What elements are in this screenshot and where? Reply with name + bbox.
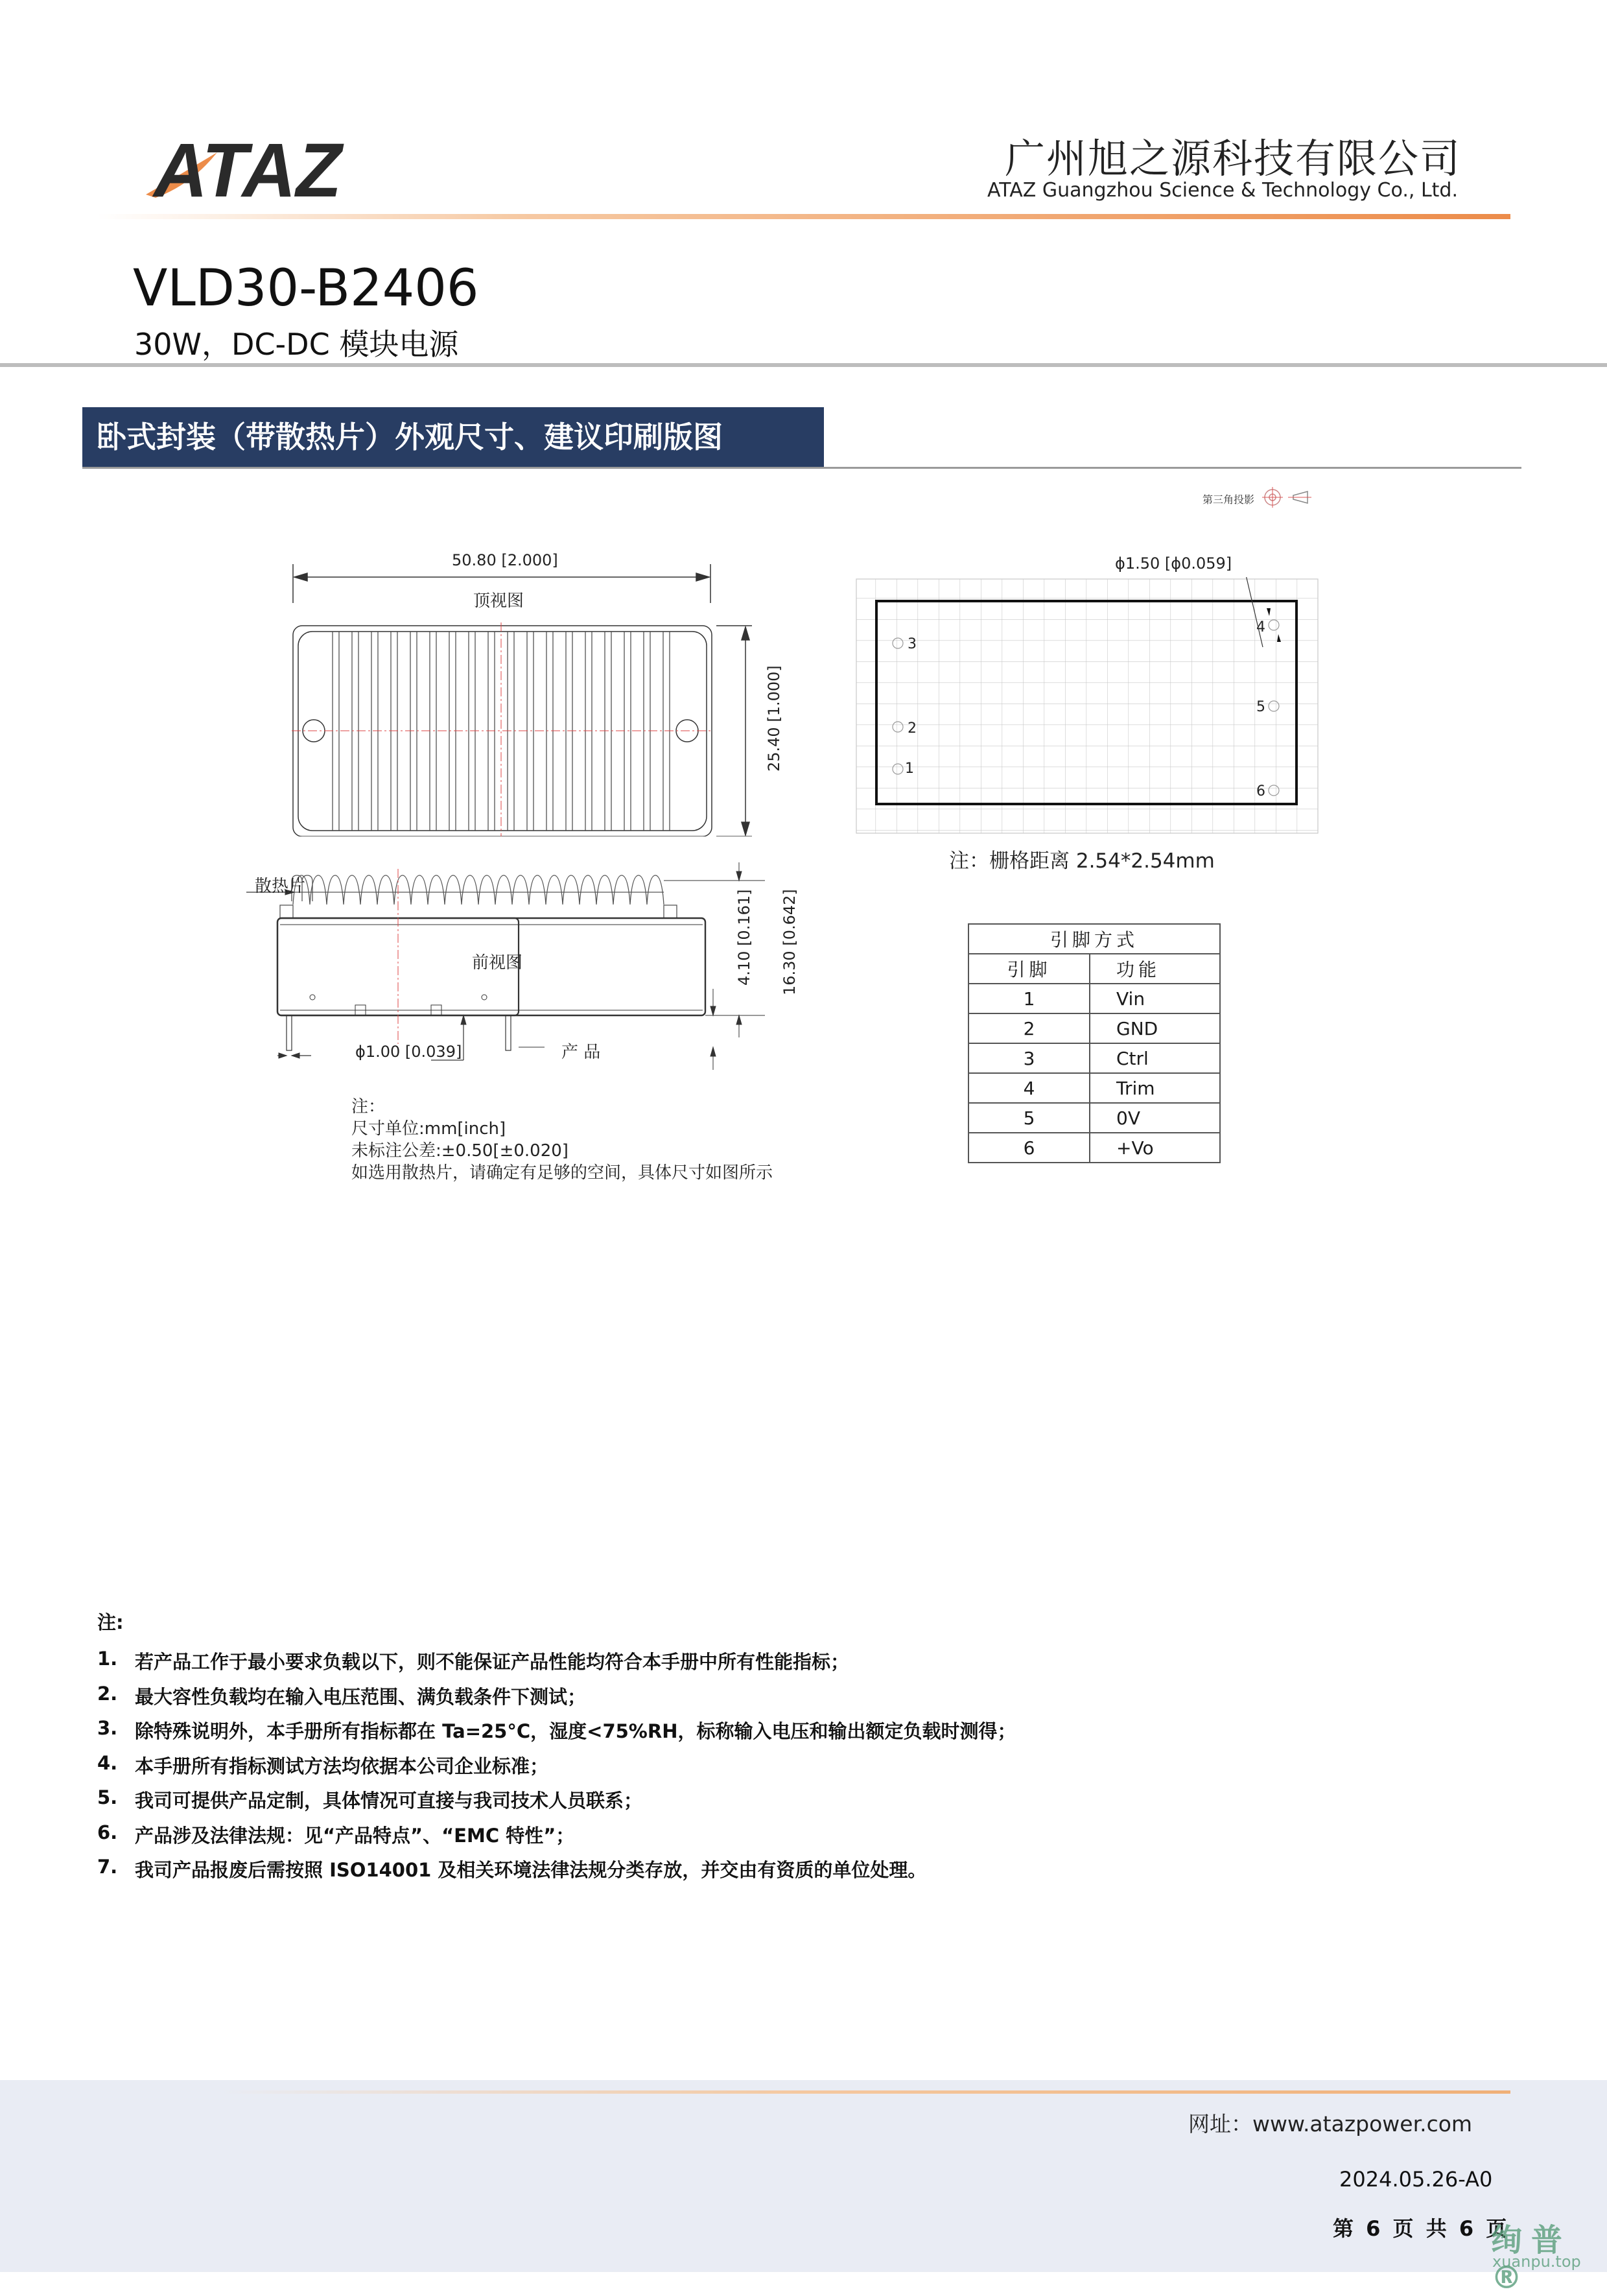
svg-text:5: 5 [1256, 699, 1265, 715]
product-label: 产 品 [561, 1043, 601, 1062]
pin-diameter-dimension: ϕ1.00 [0.039] [355, 1043, 462, 1061]
note-text: 我司可提供产品定制，具体情况可直接与我司技术人员联系； [135, 1790, 643, 1812]
note-text: 最大容性负载均在输入电压范围、满负载条件下测试； [135, 1685, 587, 1708]
drawing-note-line: 未标注公差:±0.50[±0.020] [351, 1141, 569, 1161]
top-view-height-dimension: 25.40 [1.000] [765, 665, 783, 772]
drawing-notes [351, 1096, 773, 1184]
list-item [97, 1786, 1016, 1821]
company-name-cn: 广州旭之源科技有限公司 [1004, 135, 1461, 182]
pin-number: 6 [968, 1133, 1090, 1163]
pin-column-header: 引脚 [968, 954, 1090, 984]
general-notes [97, 1608, 1016, 1891]
pin-function: +Vo [1090, 1133, 1220, 1163]
watermark-logo: 绚普® [1491, 2222, 1572, 2296]
pin-function: Vin [1090, 984, 1220, 1013]
top-view-drawing [285, 551, 804, 836]
website-link[interactable]: 网址：www.atazpower.com [1188, 2111, 1473, 2136]
watermark-url: xuanpu.top [1492, 2253, 1581, 2271]
note-number: 1. [97, 1648, 118, 1670]
table-row [968, 1013, 1220, 1043]
list-item [97, 1856, 1016, 1891]
pin-number: 1 [968, 984, 1090, 1013]
pin-function: 0V [1090, 1103, 1220, 1133]
section-title: 卧式封装（带散热片）外观尺寸、建议印刷版图 [82, 407, 824, 467]
pin-number: 3 [968, 1043, 1090, 1073]
general-notes-title: 注: [97, 1611, 124, 1633]
ataz-logo [139, 133, 347, 204]
front-view-body [246, 849, 817, 1076]
svg-text:4: 4 [1256, 619, 1265, 635]
note-text: 除特殊说明外，本手册所有指标都在 Ta=25°C，湿度<75%RH，标称输入电压和输出额定负载时测得； [135, 1720, 1016, 1742]
title-divider [0, 363, 1607, 367]
pin-length-dimension: 4.10 [0.161] [735, 889, 753, 986]
product-model: VLD30-B2406 [133, 259, 479, 318]
projection-text: 第三角投影 [1202, 493, 1255, 506]
third-angle-projection-icon [1261, 486, 1313, 508]
pin-number: 2 [968, 1013, 1090, 1043]
table-row [968, 1073, 1220, 1103]
product-subtitle: 30W，DC-DC 模块电源 [134, 327, 459, 362]
note-number: 7. [97, 1856, 118, 1878]
svg-text:1: 1 [905, 761, 914, 777]
note-number: 2. [97, 1682, 118, 1705]
function-column-header: 功能 [1090, 954, 1220, 984]
grid-spacing-note: 注：栅格距离 2.54*2.54mm [949, 849, 1215, 873]
note-number: 6. [97, 1821, 118, 1843]
note-number: 5. [97, 1786, 118, 1808]
pin-table-title-row [968, 924, 1220, 954]
svg-text:3: 3 [908, 636, 917, 652]
pin-function: GND [1090, 1013, 1220, 1043]
pin-function-table [968, 923, 1221, 1163]
front-view-label: 前视图 [472, 953, 523, 973]
heatsink-label: 散热片 [255, 877, 306, 896]
svg-text:ATAZ: ATAZ [152, 133, 344, 204]
list-item [97, 1752, 1016, 1787]
pin-table-header-row [968, 954, 1220, 984]
projection-label [1202, 491, 1254, 506]
document-version: 2024.05.26-A0 [1339, 2167, 1493, 2192]
note-text: 若产品工作于最小要求负载以下，则不能保证产品性能均符合本手册中所有性能指标； [135, 1651, 850, 1673]
pin-table-title: 引脚方式 [968, 924, 1220, 954]
list-item [97, 1821, 1016, 1856]
pin-function: Ctrl [1090, 1043, 1220, 1073]
svg-text:2: 2 [908, 720, 917, 737]
table-row [968, 1133, 1220, 1163]
pin-number: 5 [968, 1103, 1090, 1133]
page-number: 第 6 页 共 6 页 [1333, 2216, 1510, 2241]
top-view-label: 顶视图 [473, 591, 524, 611]
header-divider [97, 214, 1510, 219]
note-text: 我司产品报废后需按照 ISO14001 及相关环境法律法规分类存放，并交由有资质的单位处理。 [135, 1859, 927, 1881]
list-item [97, 1648, 1016, 1683]
note-number: 4. [97, 1751, 118, 1774]
table-row [968, 1043, 1220, 1073]
list-item [97, 1683, 1016, 1718]
pin-number: 4 [968, 1073, 1090, 1103]
note-text: 产品涉及法律法规：见“产品特点”、“EMC 特性”； [135, 1824, 575, 1847]
drawing-note-line: 尺寸单位:mm[inch] [351, 1119, 506, 1139]
pin-function: Trim [1090, 1073, 1220, 1103]
footer-divider [220, 2090, 1510, 2094]
pcb-hole-dimension: ϕ1.50 [ϕ0.059] [1115, 554, 1232, 573]
pcb-layout-grid [854, 577, 1321, 836]
table-row [968, 984, 1220, 1013]
list-item [97, 1717, 1016, 1752]
svg-text:6: 6 [1256, 783, 1265, 799]
total-height-dimension: 16.30 [0.642] [780, 889, 799, 995]
section-divider [82, 467, 1521, 469]
drawing-notes-title: 注： [351, 1097, 386, 1117]
note-text: 本手册所有指标测试方法均依据本公司企业标准； [135, 1755, 549, 1777]
table-row [968, 1103, 1220, 1133]
top-view-width-dimension: 50.80 [2.000] [452, 551, 558, 569]
note-number: 3. [97, 1717, 118, 1739]
company-name-en: ATAZ Guangzhou Science & Technology Co., Ltd. [987, 179, 1458, 202]
drawing-note-line: 如选用散热片，请确定有足够的空间，具体尺寸如图所示 [351, 1163, 773, 1183]
